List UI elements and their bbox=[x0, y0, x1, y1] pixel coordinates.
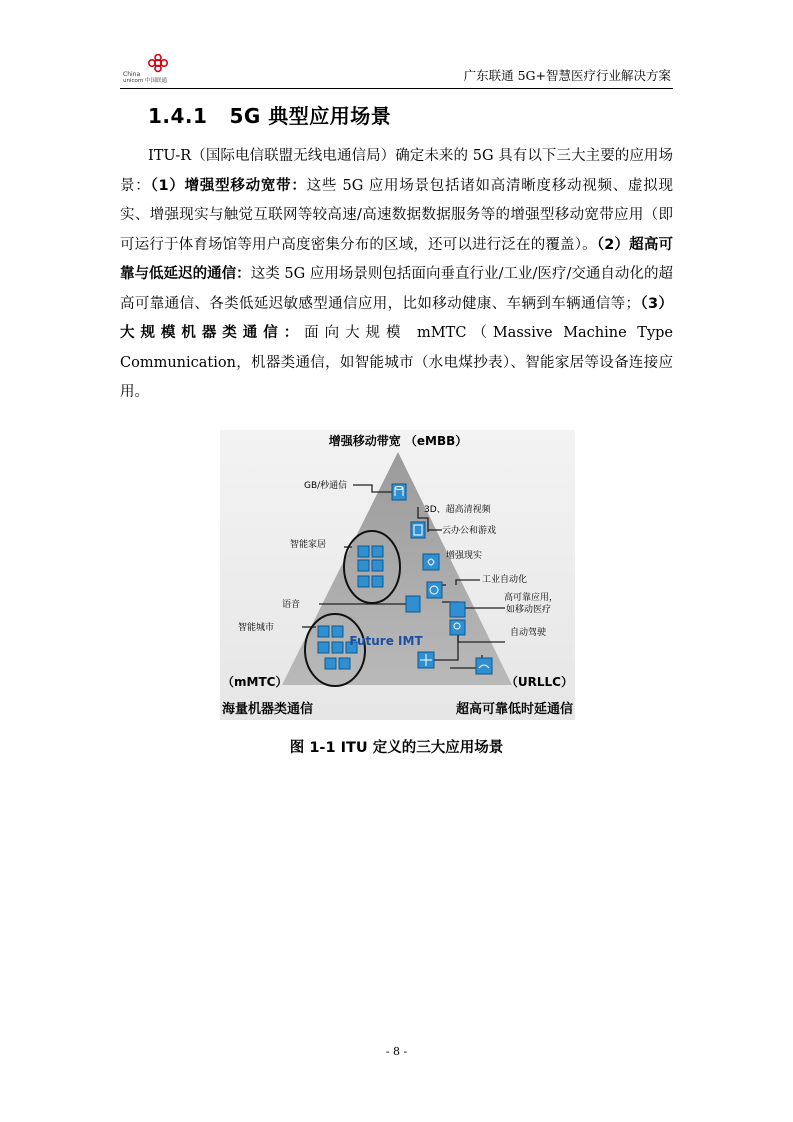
city-wave-icon bbox=[318, 642, 329, 653]
label-gbps: GB/秒通信 bbox=[304, 481, 348, 491]
home-phone-icon bbox=[372, 560, 383, 571]
para-bold-3: （3）大规模机器类通信： bbox=[120, 295, 673, 341]
home-tv-icon bbox=[358, 546, 369, 557]
label-3d-video: 3D、超高清视频 bbox=[424, 505, 491, 515]
china-unicom-logo-icon bbox=[122, 54, 192, 84]
embb-title: 增强移动带宽 （eMBB） bbox=[328, 434, 468, 448]
label-cloud: 云办公和游戏 bbox=[442, 526, 497, 536]
ar-glasses-icon bbox=[427, 582, 442, 598]
phone-icon bbox=[406, 596, 420, 612]
page-number: - 8 - bbox=[385, 1045, 408, 1058]
city-light-icon bbox=[339, 658, 350, 669]
figure-caption: 图 1-1 ITU 定义的三大应用场景 bbox=[289, 740, 504, 756]
medical-icon bbox=[450, 620, 465, 635]
svg-text:China: China bbox=[123, 71, 141, 78]
body-paragraph bbox=[120, 142, 673, 408]
label-smart-home: 智能家居 bbox=[290, 540, 327, 550]
car-icon bbox=[476, 658, 492, 674]
para-text-2: 这些 5G 应用场景包括诸如高清晰度移动视频、虚拟现实、增强现实与触觉互联网等较高速/高速数据数据服务等的增强型移动宽带应用（即可运行于体育场馆等用户高度密集分布的区域，还可以进行泛在的覆盖）。 bbox=[120, 177, 674, 253]
label-voice: 语音 bbox=[282, 600, 301, 610]
city-house-icon bbox=[332, 642, 343, 653]
future-imt-label: Future IMT bbox=[349, 634, 423, 648]
urllc-tag: （URLLC） bbox=[505, 675, 573, 689]
home-camera-icon bbox=[372, 576, 383, 587]
city-phone-icon bbox=[325, 658, 336, 669]
section-title: 5G 典型应用场景 bbox=[229, 104, 392, 128]
para-text-1: ITU-R（国际电信联盟无线电通信局）确定未来的 5G 具有以下三大主要的应用场景： bbox=[120, 148, 673, 194]
para-bold-1: （1）增强型移动宽带： bbox=[150, 177, 307, 194]
home-house-icon bbox=[358, 560, 369, 571]
header-title: 广东联通 5G+智慧医疗行业解决方案 bbox=[463, 68, 671, 83]
label-self-driving: 自动驾驶 bbox=[510, 628, 547, 638]
city-wind-icon bbox=[332, 626, 343, 637]
mmtc-label: 海量机器类通信 bbox=[222, 702, 314, 717]
cloud-game-icon bbox=[423, 554, 439, 570]
city-meter-icon bbox=[318, 626, 329, 637]
itu-scenarios-figure bbox=[220, 430, 575, 720]
para-bold-2: （2）超高可靠与低延迟的通信： bbox=[120, 236, 673, 282]
triangle-diagram bbox=[220, 430, 575, 720]
label-smart-city: 智能城市 bbox=[238, 623, 275, 633]
label-reliable-2: 如移动医疗 bbox=[506, 605, 552, 615]
para-text-4: 面向大规模 mMTC（Massive Machine Type Communication，机器类通信，如智能城市（水电煤抄表）、智能家居等设备连接应用。 bbox=[120, 325, 674, 400]
para-text-3: 这类 5G 应用场景则包括面向垂直行业/工业/医疗/交通自动化的超高可靠通信、各类低延迟敏感型通信应用，比如移动健康、车辆到车辆通信等； bbox=[120, 266, 673, 312]
label-ar: 增强现实 bbox=[446, 551, 483, 561]
label-industry: 工业自动化 bbox=[482, 575, 528, 585]
tablet-icon bbox=[411, 522, 425, 538]
section-number: 1.4.1 bbox=[148, 104, 208, 128]
home-fridge-icon bbox=[372, 546, 383, 557]
svg-text:unicom 中国联通: unicom 中国联通 bbox=[123, 78, 167, 84]
urllc-label: 超高可靠低时延通信 bbox=[455, 702, 573, 717]
label-reliable-1: 高可靠应用， bbox=[504, 593, 559, 603]
robot-arm-icon bbox=[450, 602, 465, 617]
page-header bbox=[120, 52, 673, 89]
home-screen-icon bbox=[358, 576, 369, 587]
section-heading bbox=[148, 100, 391, 129]
mmtc-tag: （mMTC） bbox=[222, 675, 288, 689]
